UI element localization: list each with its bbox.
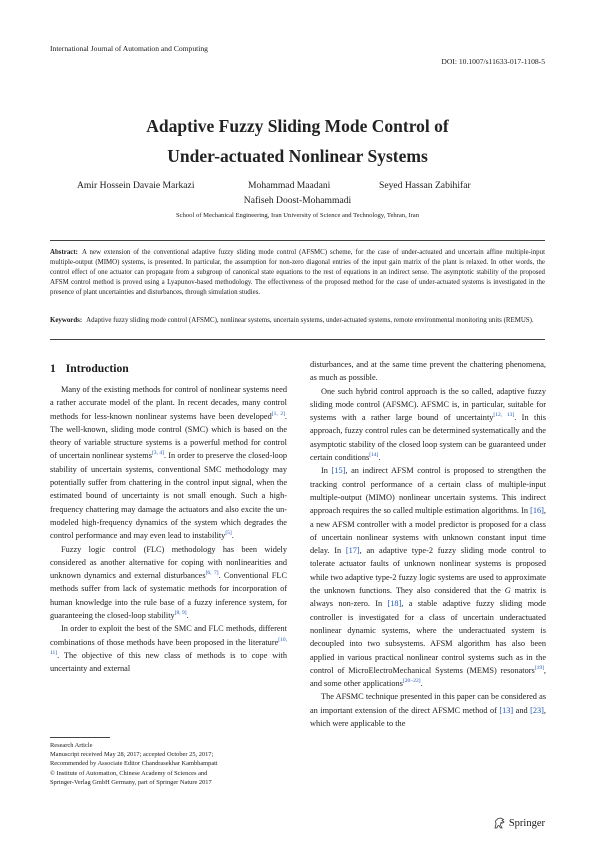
doi-link[interactable]: DOI: 10.1007/s11633-017-1108-5	[441, 57, 545, 66]
article-type: Research Article	[50, 742, 93, 749]
text-run: In	[321, 466, 332, 476]
abstract-text: A new extension of the conventional adaptive fuzzy sliding mode control (AFSMC) scheme, for the case of under-actuated and uncertain affine multiple-input multiple-output (MIMO) systems, is presented. In particular, the assumption for non-zero diagonal entries of the input gain matrix of the plant is relaxed. In other words, the control effect of one actuator can propagate from a subgroup of canonical state equations to the rest of equations in an indirect sense. The asymptotic stability of the proposed AFSM control method is proved using a Lyapunov-based methodology. The effectiveness of the proposed method for the case of under-actuated systems is investigated in the presence of plant uncertainties and disturbances, through simulation studies.	[50, 249, 545, 296]
footnote-rule	[50, 737, 110, 738]
text-run: . The well-known, sliding mode control (SMC) which is based on the theory of variable structure systems is a powerful method for control of uncertain nonlinear systems	[50, 411, 287, 461]
author-4: Nafiseh Doost-Mohammadi	[243, 195, 352, 206]
citation-link[interactable]: [15]	[331, 466, 346, 476]
text-run: . In order to preserve the closed-loop stability of uncertain systems, conventional SMC methodology may potentially suffer from chattering in the control input signal, when the estimated bound of uncertainty is not small enough. Such a high-frequency chattering may damage the actuators and also excite the un-modeled high-frequency dynamics of the system which degrades the control performance and may even lead to instability	[50, 451, 287, 541]
citation-link[interactable]: [5]	[225, 530, 232, 537]
keywords-text: Adaptive fuzzy sliding mode control (AFSMC), nonlinear systems, uncertain systems, under-actuated systems, remote environmental monitoring units (REMUS).	[86, 317, 534, 324]
citation-link[interactable]: [19]	[534, 665, 544, 672]
section-number: 1	[50, 362, 56, 375]
author-3: Seyed Hassan Zabihifar	[379, 180, 471, 191]
matrix-symbol: G	[504, 586, 511, 596]
abstract-label: Abstract:	[50, 249, 78, 256]
citation-link[interactable]: [6, 7]	[205, 570, 219, 577]
journal-name: International Journal of Automation and Computing	[50, 44, 208, 53]
text-run: .	[420, 679, 423, 689]
footnote	[50, 741, 290, 787]
citation-link[interactable]: [12, 13]	[493, 412, 515, 419]
manuscript-dates: Manuscript received May 28, 2017; accepted October 25, 2017;	[50, 751, 214, 759]
left-column	[50, 383, 287, 676]
text-run: , a new AFSM controller with a model predictor is proposed for a class of uncertain nonlinear systems with unknown constant input time delay. In	[310, 506, 546, 556]
text-run: .	[378, 453, 381, 463]
copyright-line-2: Springer-Verlag GmbH Germany, part of Springer Nature 2017	[50, 778, 212, 786]
text-run: , which were applicable to the	[310, 705, 546, 729]
citation-link[interactable]: [3, 4]	[151, 450, 164, 457]
text-run: .	[231, 531, 234, 541]
citation-link[interactable]: [10, 11]	[50, 636, 287, 657]
text-run: One such hybrid control approach is the so called, adaptive fuzzy sliding mode control (AFSMC). AFSMC is, in particular, suitable for systems with a rather large bound of uncertainty	[310, 386, 546, 423]
text-run: The AFSMC technique presented in this paper can be considered as an important extension of the direct AFSMC method of	[310, 692, 546, 715]
intro-paragraph-2	[50, 543, 287, 623]
publisher-name: Springer	[508, 817, 545, 829]
text-run: Many of the existing methods for control of nonlinear systems need a rather accurate model of the plant. In recent decades, many control methods for less-known nonlinear systems have been developed	[50, 385, 287, 421]
author-2: Mohammad Maadani	[248, 180, 331, 191]
text-run: . The objective of this new class of methods is to cope with uncertainty and external	[50, 650, 287, 674]
affiliation: School of Mechanical Engineering, Iran University of Science and Technology, Tehran, Iran	[175, 212, 420, 219]
text-run: , an adaptive type-2 fuzzy sliding mode control to tolerate actuator faults of unknown nonlinear systems is proposed while two adaptive type-2 fuzzy logic systems are used to approximate the unknown functions. They also considered that the	[310, 546, 546, 596]
citation-link[interactable]: [20−22]	[402, 678, 421, 685]
citation-link[interactable]: [14]	[369, 452, 379, 459]
text-run: Fuzzy logic control (FLC) methodology has been widely considered as another alternative for coping with nonlinearities and unknown dynamics and external disturbances	[50, 544, 287, 581]
text-run: , and some other applications	[310, 665, 546, 689]
citation-link[interactable]: [13]	[499, 705, 514, 715]
citation-link[interactable]: [23]	[530, 705, 544, 715]
intro-paragraph-3	[50, 622, 287, 675]
springer-logo	[493, 817, 545, 829]
abstract-top-rule	[50, 240, 545, 241]
copyright-line-1: © Institute of Automation, Chinese Academy of Sciences and	[50, 769, 208, 777]
section-title: Introduction	[65, 362, 129, 375]
intro-paragraph-3-continued	[310, 358, 546, 385]
right-column	[310, 358, 546, 730]
text-run: matrix is always non-zero. In	[310, 586, 546, 609]
editor-note: Recommended by Associate Editor Chandrasekhar Kambhampati	[50, 760, 218, 768]
citation-link[interactable]: [8, 9]	[174, 610, 187, 617]
section-heading-introduction	[50, 362, 129, 375]
text-run: . Conventional FLC methods suffer from lack of systematic methods for incorporation of human knowledge into the rule base of a fuzzy inference system, for guaranteeing the closed-loop stability	[50, 571, 287, 621]
paper-title-line-2: Under-actuated Nonlinear Systems	[167, 146, 428, 166]
text-run: . In this approach, fuzzy control rules can be determined systematically and the asymptotic stability of the closed loop system can be guaranteed under certain conditions	[310, 413, 547, 463]
keywords	[50, 316, 545, 326]
paper-title-line-1: Adaptive Fuzzy Sliding Mode Control of	[146, 116, 449, 136]
citation-link[interactable]: [17]	[345, 546, 360, 556]
intro-paragraph-6	[310, 690, 546, 730]
text-run: In order to exploit the best of the SMC and FLC methods, different combinations of those methods have been proposed in the literature	[50, 624, 287, 647]
text-run: disturbances, and at the same time prevent the chattering phenomena, as much as possible.	[310, 360, 546, 383]
abstract	[50, 248, 545, 298]
intro-paragraph-1	[50, 383, 287, 543]
text-run: and	[513, 705, 531, 715]
author-1: Amir Hossein Davaie Markazi	[77, 180, 195, 191]
abstract-bottom-rule	[50, 339, 545, 340]
springer-horse-logo-icon	[493, 817, 506, 829]
text-run: , an indirect AFSM control is proposed to strengthen the tracking control performance of a certain class of multiple-input multiple-output (MIMO) nonlinear uncertain systems. This indirect approach requires the so called multiple estimation algorithms. In	[310, 466, 546, 516]
citation-link[interactable]: [16]	[530, 506, 544, 516]
citation-link[interactable]: [18]	[387, 599, 402, 609]
text-run: , a stable adaptive fuzzy sliding mode controller is investigated for a class of uncertain underactuated nonlinear dynamic systems, where the underactuated system is decoupled into two subsystems. AFSM algorithm has also been applied in various practical nonlinear control systems such as in the control of MicroElectroMechanical Systems (MEMS) resonators	[310, 599, 547, 675]
keywords-label: Keywords:	[50, 317, 83, 324]
text-run: .	[186, 611, 189, 621]
citation-link[interactable]: [1, 2]	[271, 410, 285, 417]
intro-paragraph-4	[310, 385, 546, 465]
intro-paragraph-5	[310, 464, 546, 690]
